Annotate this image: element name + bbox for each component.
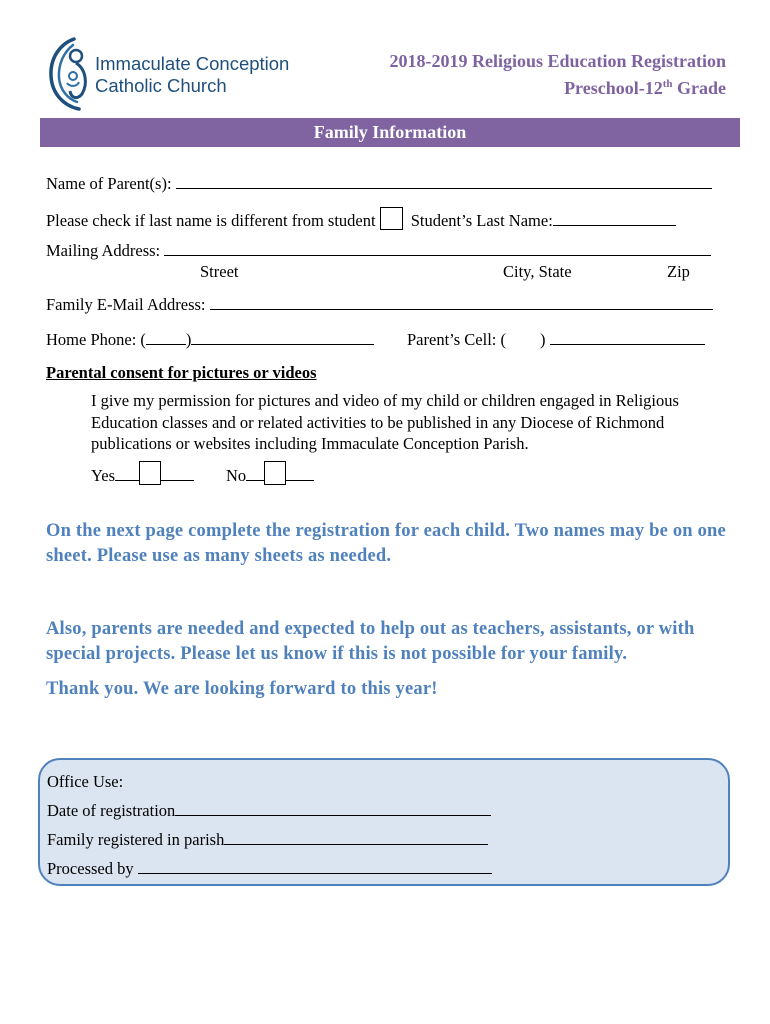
consent-yes-label: Yes [91, 466, 116, 485]
registered-in-parish-label: Family registered in parish [47, 830, 225, 849]
home-phone-paren: ) [185, 330, 192, 349]
zip-caption: Zip [667, 262, 690, 281]
parents-needed-note: Also, parents are needed and expected to help out as teachers, assistants, or with special projects. Please let us know if this is not possible for your family. [46, 619, 695, 664]
church-name-line1: Immaculate Conception [95, 53, 290, 74]
student-last-name-label: Student’s Last Name: [410, 211, 553, 230]
form-title-line1: 2018-2019 Religious Education Registration [389, 51, 726, 71]
church-name-line2: Catholic Church [95, 75, 227, 96]
grade-superscript: th [662, 78, 673, 90]
email-row [46, 295, 713, 315]
grade-range-text: Preschool-12 [564, 78, 663, 98]
thank-you-note: Thank you. We are looking forward to this year! [46, 679, 438, 699]
office-use-box [38, 758, 730, 886]
consent-yes-checkbox[interactable] [139, 461, 161, 485]
date-of-registration-label: Date of registration [47, 801, 176, 820]
consent-text: I give my permission for pictures and video of my child or children engaged in Religious Education classes and or related activities to be published in any Diocese of Richmond publications or websites including Immaculate Conception Parish. [91, 391, 679, 453]
home-phone-number-field[interactable] [191, 330, 374, 345]
office-use-title: Office Use: [47, 772, 124, 791]
grade-suffix-text: Grade [672, 78, 726, 98]
parent-name-label: Name of Parent(s): [46, 174, 172, 193]
last-name-different-label: Please check if last name is different from student [46, 211, 376, 230]
processed-by-row [47, 859, 492, 879]
parent-cell-number-field[interactable] [550, 330, 705, 345]
next-page-note: On the next page complete the registration for each child. Two names may be on one sheet. Please use as many sheets as needed. [46, 521, 726, 566]
student-last-name-field[interactable] [553, 211, 676, 226]
street-caption: Street [200, 262, 239, 281]
date-of-registration-row [47, 801, 491, 821]
registered-in-parish-field[interactable] [224, 830, 488, 845]
parent-name-field[interactable] [176, 174, 712, 189]
processed-by-field[interactable] [138, 859, 492, 874]
consent-yes-leader [115, 466, 139, 481]
form-title [389, 50, 726, 100]
section-header-family-information: Family Information [40, 118, 740, 147]
parent-cell-paren: ) [539, 330, 546, 349]
email-label: Family E-Mail Address: [46, 295, 206, 314]
consent-no-trailer [286, 466, 314, 481]
home-phone-row [46, 330, 374, 350]
last-name-different-checkbox[interactable] [380, 207, 403, 230]
consent-yes-trailer [161, 466, 194, 481]
form-title-line2 [389, 73, 726, 100]
email-field[interactable] [210, 295, 713, 310]
home-phone-label: Home Phone: ( [46, 330, 146, 349]
consent-no-row [226, 461, 314, 486]
consent-yes-row [91, 461, 194, 486]
consent-no-leader [246, 466, 264, 481]
mailing-address-field[interactable] [164, 241, 711, 256]
parent-cell-label: Parent’s Cell: ( [407, 330, 506, 349]
processed-by-label: Processed by [47, 859, 138, 878]
madonna-and-child-logo-icon [46, 36, 94, 112]
parent-cell-row [407, 330, 705, 350]
consent-no-checkbox[interactable] [264, 461, 286, 485]
city-state-caption: City, State [503, 262, 572, 281]
parent-name-row [46, 174, 712, 194]
mailing-address-row [46, 241, 711, 261]
registered-in-parish-row [47, 830, 488, 850]
consent-no-label: No [226, 466, 247, 485]
consent-heading: Parental consent for pictures or videos [46, 363, 317, 382]
last-name-different-row [46, 207, 676, 231]
date-of-registration-field[interactable] [175, 801, 491, 816]
mailing-address-label: Mailing Address: [46, 241, 161, 260]
home-phone-area-code-field[interactable] [146, 330, 186, 345]
church-name [95, 53, 289, 97]
